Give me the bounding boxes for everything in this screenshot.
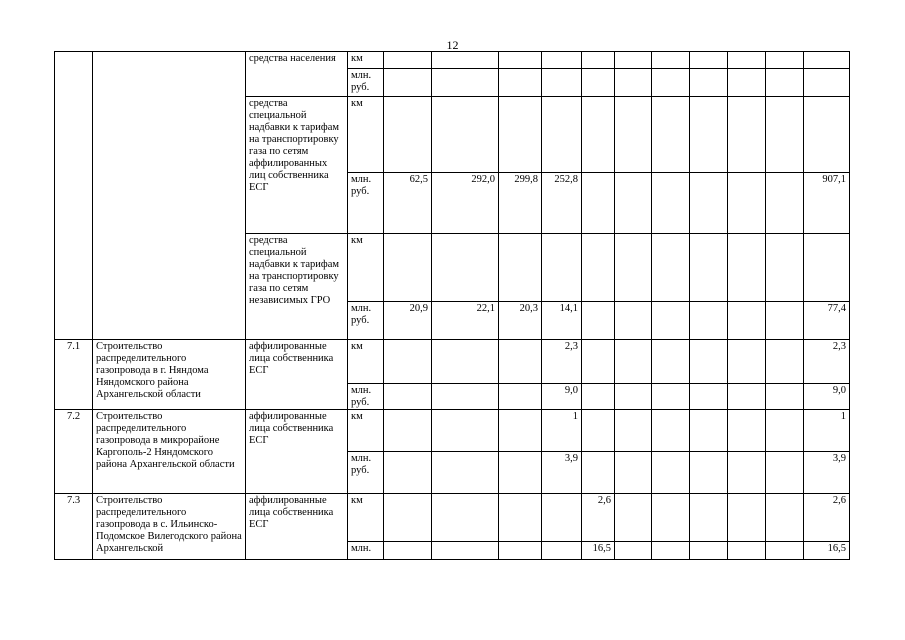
value-cell: 252,8: [542, 173, 582, 234]
total-cell: 9,0: [804, 384, 850, 410]
value-cell: 22,1: [432, 302, 499, 340]
total-cell: 3,9: [804, 452, 850, 494]
value-cell: 14,1: [542, 302, 582, 340]
value-cell: 3,9: [542, 452, 582, 494]
index-cell: [55, 52, 93, 340]
total-cell: 1: [804, 410, 850, 452]
total-cell: 2,3: [804, 340, 850, 384]
source-cell: аффилированные лица собственника ЕСГ: [246, 340, 348, 410]
source-cell: аффилированные лица собственника ЕСГ: [246, 494, 348, 560]
unit-cell: млн.: [348, 542, 384, 560]
unit-cell: км: [348, 97, 384, 173]
value-cell: 16,5: [582, 542, 615, 560]
total-cell: 907,1: [804, 173, 850, 234]
value-cell: 1: [542, 410, 582, 452]
item-number: 7.2: [55, 410, 93, 494]
object-name: Строительство распределительного газопровода в микрорайоне Каргополь-2 Няндомского района Архангельской области: [93, 410, 246, 494]
total-cell: 2,6: [804, 494, 850, 542]
unit-cell: км: [348, 234, 384, 302]
page-number: 12: [446, 38, 459, 52]
table-row: [55, 410, 850, 452]
value-cell: 9,0: [542, 384, 582, 410]
source-cell: средства населения: [246, 52, 348, 97]
source-cell: аффилированные лица собственника ЕСГ: [246, 410, 348, 494]
value-cell: 292,0: [432, 173, 499, 234]
source-cell: средства специальной надбавки к тарифам на транспортировку газа по сетям независимых ГРО: [246, 234, 348, 340]
item-number: 7.1: [55, 340, 93, 410]
unit-cell: км: [348, 410, 384, 452]
value-cell: 20,9: [384, 302, 432, 340]
source-cell: средства специальной надбавки к тарифам на транспортировку газа по сетям аффилированных лиц собственника ЕСГ: [246, 97, 348, 234]
value-cell: 20,3: [499, 302, 542, 340]
unit-cell: км: [348, 340, 384, 384]
investment-table: [54, 51, 850, 560]
unit-cell: км: [348, 494, 384, 542]
total-cell: 16,5: [804, 542, 850, 560]
unit-cell: млн. руб.: [348, 69, 384, 97]
table-row: [55, 340, 850, 384]
object-name: Строительство распределительного газопровода в с. Ильинско-Подомское Вилегодского района Архангельской: [93, 494, 246, 560]
unit-cell: млн. руб.: [348, 384, 384, 410]
value-cell: 62,5: [384, 173, 432, 234]
table-row: [55, 52, 850, 69]
object-name-cell: [93, 52, 246, 340]
unit-cell: млн. руб.: [348, 173, 384, 234]
value-cell: 2,3: [542, 340, 582, 384]
value-cell: 2,6: [582, 494, 615, 542]
unit-cell: км: [348, 52, 384, 69]
unit-cell: млн. руб.: [348, 302, 384, 340]
item-number: 7.3: [55, 494, 93, 560]
value-cell: 299,8: [499, 173, 542, 234]
total-cell: 77,4: [804, 302, 850, 340]
table-row: [55, 494, 850, 542]
object-name: Строительство распределительного газопровода в г. Няндома Няндомского района Архангельской области: [93, 340, 246, 410]
unit-cell: млн. руб.: [348, 452, 384, 494]
